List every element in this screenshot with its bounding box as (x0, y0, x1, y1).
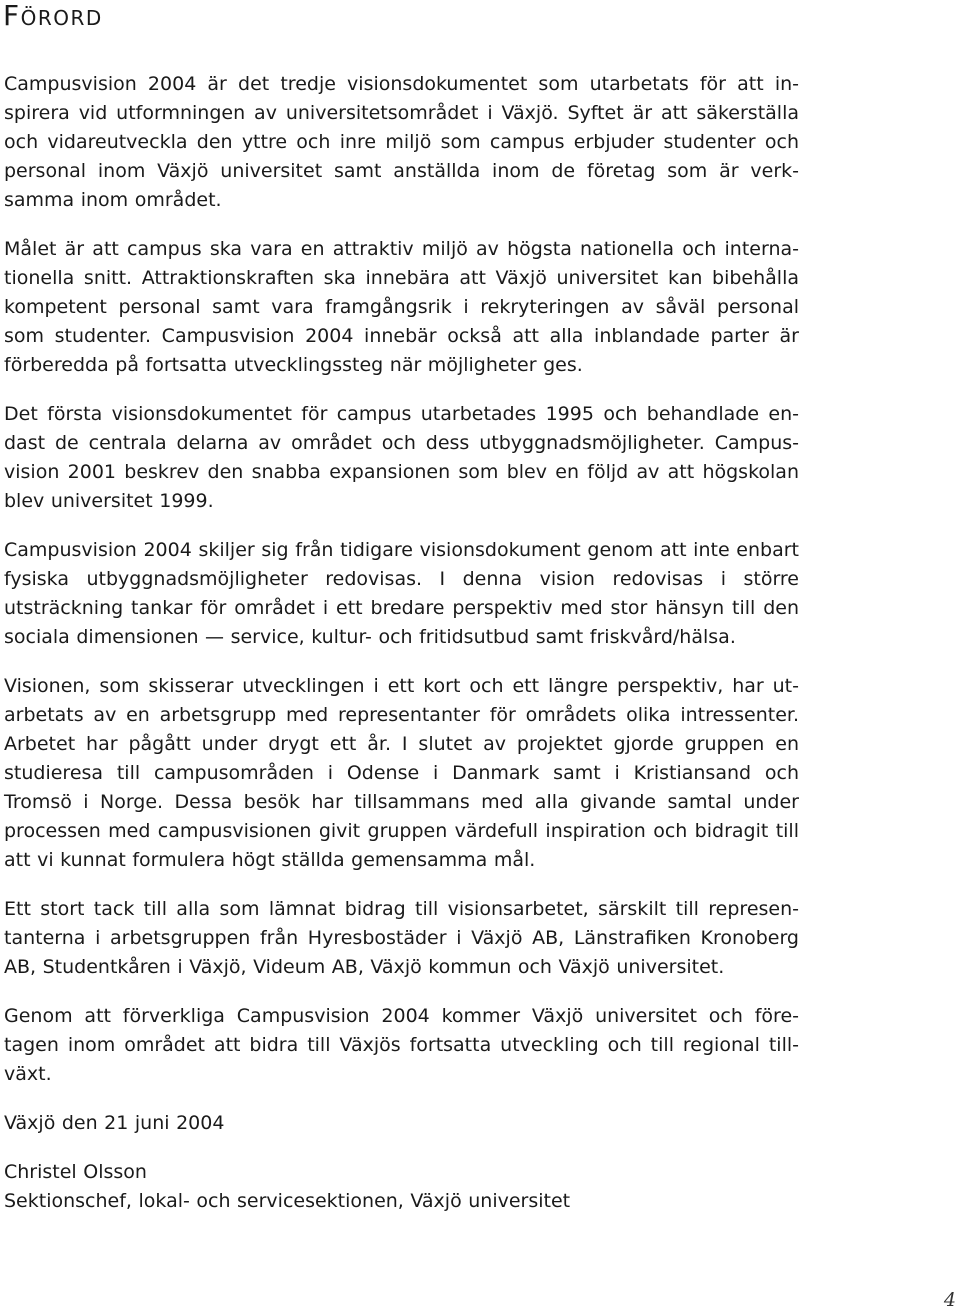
paragraph-1: Campusvision 2004 är det tredje visionsdokumentet som utarbetats för att inspirera vid utformningen av universitetsområdet i Växjö. Syftet är att säkerställa och vidareutveckla den yttre och inre miljö som campus erbjuder studenter och personal inom Växjö universitet samt anställda inom de företag som är verksamma inom området. (4, 73, 799, 211)
paragraph-5: Visionen, som skisserar utvecklingen i ett kort och ett längre perspektiv, har utarbetats av en arbetsgrupp med representanter för områdets olika intressenter. Arbetet har pågått under drygt ett år. I slutet av projektet gjorde gruppen en studieresa till campusområden i Odense i Danmark samt i Kristiansand och Tromsö i Norge. Dessa besök har tillsammans med alla givande samtal under processen med campusvisionen givit gruppen värdefull inspiration och bidragit till att vi kunnat formulera högt ställda gemensamma mål. (4, 675, 799, 871)
paragraph-7: Genom att förverkliga Campusvision 2004 kommer Växjö universitet och företagen inom området att bidra till Växjös fortsatta utveckling och till regional tillväxt. (4, 1005, 799, 1085)
page-title: Förord (3, 0, 103, 32)
page-number: 4 (943, 1289, 956, 1311)
place-date: Växjö den 21 juni 2004 (4, 1112, 225, 1134)
paragraph-3: Det första visionsdokumentet för campus utarbetades 1995 och behandlade endast de centrala delarna av området och dess utbyggnadsmöjligheter. Campusvision 2001 beskrev den snabba expansionen som blev en följd av att högskolan blev universitet 1999. (4, 403, 799, 512)
body-text (4, 70, 799, 1216)
signature-name: Christel Olsson (4, 1161, 147, 1183)
paragraph-2: Målet är att campus ska vara en attraktiv miljö av högsta nationella och internationella snitt. Attraktionskraften ska innebära att Växjö universitet kan bibehålla kompetent personal samt vara framgångsrik i rekryteringen av såväl personal som studenter. Campusvision 2004 innebär också att alla inblandade parter är förberedda på fortsatta utvecklingssteg när möjligheter ges. (4, 238, 799, 376)
signature-role: Sektionschef, lokal- och servicesektionen, Växjö universitet (4, 1190, 571, 1212)
paragraph-4: Campusvision 2004 skiljer sig från tidigare visionsdokument genom att inte enbart fysiska utbyggnadsmöjligheter redovisas. I denna vision redovisas i större utsträckning tankar för området i ett bredare perspektiv med stor hänsyn till den sociala dimensionen — service, kultur- och fritidsutbud samt friskvård/hälsa. (4, 539, 799, 648)
paragraph-6: Ett stort tack till alla som lämnat bidrag till visionsarbetet, särskilt till representanterna i arbetsgruppen från Hyresbostäder i Växjö AB, Länstrafiken Kronoberg AB, Studentkåren i Växjö, Videum AB, Växjö kommun och Växjö universitet. (4, 898, 799, 978)
